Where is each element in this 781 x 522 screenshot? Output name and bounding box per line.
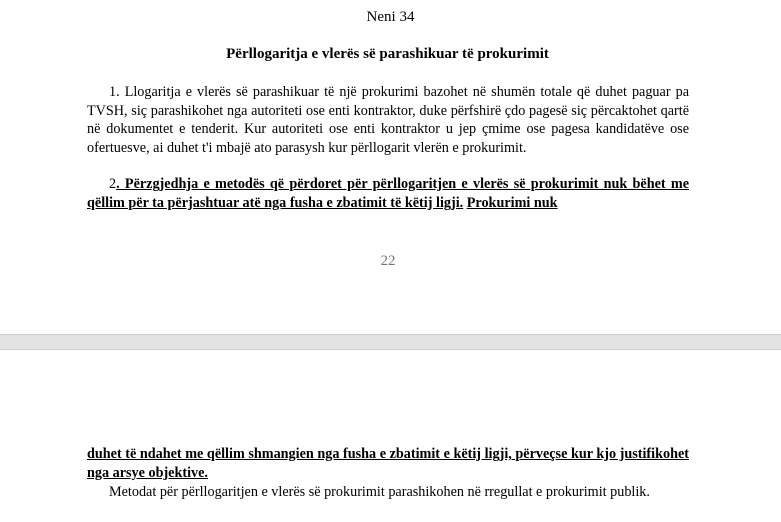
paragraph-2-underlined-text: . Përzgjedhja e metodës që përdoret për përllogaritjen e vlerës së prokurimit nuk bëhet me qëllim për ta përjashtuar atë nga fusha e zbatimit të këtij ligji.: [87, 176, 689, 211]
article-title: Përllogaritja e vlerës së parashikuar të prokurimit: [226, 46, 549, 62]
paragraph-2-number: 2: [109, 176, 117, 192]
paragraph-3: Metodat për përllogaritjen e vlerës së prokurimit parashikohen në rregullat e prokurimit publik.: [109, 484, 650, 500]
page-separator: [0, 334, 781, 350]
article-number: Neni 34: [366, 9, 415, 25]
paragraph-2: [87, 175, 689, 212]
paragraph-1: 1. Llogaritja e vlerës së parashikuar të një prokurimi bazohet në shumën totale që duhet paguar pa TVSH, siç parashikohet nga autoriteti ose enti kontraktor, duke përfshirë çdo pagesë siç përcaktohet qartë në dokumentet e tenderit. Kur autoriteti ose enti kontraktor u jep çmime ose pagesa kandidatëve ose ofertuesve, ai duhet t'i mbajë ato parasysh kur përllogarit vlerën e prokurimit.: [87, 84, 689, 156]
paragraph-2-continuation: duhet të ndahet me qëllim shmangien nga fusha e zbatimit e këtij ligji, përveçse kur kjo justifikohet nga arsye objektive.: [87, 446, 689, 481]
document-page-23: [0, 350, 781, 522]
paragraph-2-underlined-text-2: Prokurimi nuk: [466, 194, 558, 211]
page-number: 22: [380, 253, 396, 269]
